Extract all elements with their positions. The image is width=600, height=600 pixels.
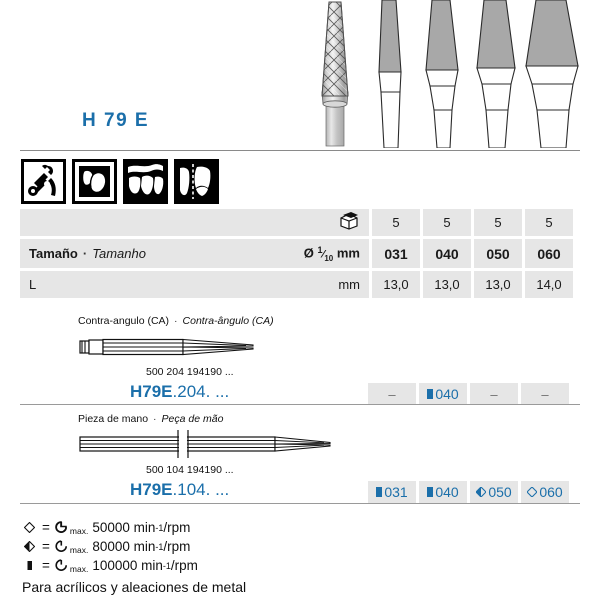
open-diamond-icon [22, 522, 37, 533]
size-value: 050 [474, 239, 522, 268]
bur-outline-3 [477, 0, 515, 148]
tooth-midline-icon [174, 159, 219, 204]
handpiece-caption: Pieza de mano · Peça de mão [78, 413, 224, 425]
box-icon [338, 212, 360, 233]
size-cell [521, 481, 569, 503]
handpiece-caption-pt: Peça de mão [161, 413, 224, 425]
size-cell-label: 031 [384, 484, 408, 500]
legend-unit: min [133, 539, 156, 554]
legend-speed-value: 100000 [92, 558, 138, 573]
size-cell [368, 481, 416, 503]
size-unit [304, 245, 360, 263]
size-label-cell [20, 239, 369, 268]
fraction-denominator: 10 [324, 253, 334, 263]
contra-angle-size-cells [368, 383, 572, 405]
size-cell-label: – [490, 386, 498, 402]
size-unit-mm: mm [336, 244, 360, 260]
bur-detailed [316, 0, 352, 146]
rotation-icon [55, 559, 68, 572]
contra-angle-order-code [130, 382, 229, 402]
contra-angle-caption: Contra-angulo (CA) · Contra-ângulo (CA) [78, 315, 274, 327]
contra-angle-order-suffix: .204. ... [172, 382, 230, 401]
contra-angle-order-prefix: H79E [130, 382, 173, 401]
legend-exponent: -1 [155, 541, 164, 552]
divider-contra-angle [20, 404, 580, 405]
legend-row [22, 518, 246, 537]
size-cell [419, 383, 467, 405]
size-cell-label: 060 [539, 484, 563, 500]
contra-angle-caption-pt: Contra-ângulo (CA) [182, 315, 274, 327]
open-diamond-marker-icon [527, 487, 537, 497]
length-value: 14,0 [525, 271, 573, 298]
table-row-size [20, 239, 580, 268]
table-row-length [20, 271, 580, 298]
filled-square-marker-icon [376, 487, 382, 497]
legend-row [22, 537, 246, 556]
size-label-pt: Tamanho [92, 246, 146, 261]
length-unit: mm [338, 277, 360, 292]
legend-exponent: -1 [155, 522, 164, 533]
length-label-text: L [29, 277, 37, 292]
filled-square-marker-icon [427, 487, 433, 497]
bur-outline-2 [426, 0, 458, 148]
size-cell [521, 383, 569, 405]
equals-sign: = [42, 539, 50, 554]
quantity-value: 5 [423, 209, 471, 236]
equals-sign: = [42, 558, 50, 573]
size-cell-label: – [388, 386, 396, 402]
legend-max-label: max. [69, 526, 89, 536]
quantity-value: 5 [474, 209, 522, 236]
handpiece-order-prefix: H79E [130, 480, 173, 499]
pictogram-row [21, 159, 219, 204]
legend-max-label: max. [69, 545, 89, 555]
size-cell-label: – [541, 386, 549, 402]
size-cell [419, 481, 467, 503]
legend-row [22, 556, 246, 575]
handpiece-tool-icon [21, 159, 66, 204]
equals-sign: = [42, 520, 50, 535]
handpiece-block [0, 408, 600, 503]
handpiece-order-suffix: .104. ... [172, 480, 230, 499]
legend-max-label: max. [69, 564, 89, 574]
legend-unit: min [141, 558, 163, 573]
bur-outline-1 [379, 0, 401, 148]
filled-square-icon [22, 560, 37, 571]
size-label-text: Tamaño · Tamanho [29, 246, 146, 261]
size-value: 040 [423, 239, 471, 268]
divider-handpiece [20, 503, 580, 504]
quantity-value: 5 [372, 209, 420, 236]
half-diamond-marker-icon [476, 487, 486, 497]
handpiece-size-cells [368, 481, 572, 503]
teeth-gingiva-icon [123, 159, 168, 204]
divider-top [20, 150, 580, 151]
fraction-numerator: 1 [317, 244, 323, 255]
size-value: 060 [525, 239, 573, 268]
length-value: 13,0 [474, 271, 522, 298]
size-value: 031 [372, 239, 420, 268]
filled-square-marker-icon [427, 389, 433, 399]
size-cell [470, 481, 518, 503]
handpiece-shank-drawing [78, 428, 338, 465]
contra-angle-iso-code: 500 204 194190 ... [146, 366, 234, 378]
handpiece-caption-es: Pieza de mano [78, 413, 149, 425]
legend-unit-suffix: /rpm [163, 520, 191, 535]
table-row-quantity [20, 209, 580, 236]
quantity-value: 5 [525, 209, 573, 236]
legend-speed-value: 80000 [92, 539, 130, 554]
quantity-label-cell [20, 209, 369, 236]
size-cell-label: 040 [435, 484, 459, 500]
length-label-cell [20, 271, 369, 298]
contra-angle-block [0, 310, 600, 405]
crown-preparation-icon [72, 159, 117, 204]
legend-speed-value: 50000 [92, 520, 130, 535]
handpiece-iso-code: 500 104 194190 ... [146, 464, 234, 476]
size-cell-label: 050 [488, 484, 512, 500]
legend-unit-suffix: /rpm [170, 558, 198, 573]
bur-outline-4 [526, 0, 578, 148]
legend-unit-suffix: /rpm [163, 539, 191, 554]
page-title: H 79 E [82, 110, 150, 131]
size-cell [470, 383, 518, 405]
material-note: Para acrílicos y aleaciones de metal [22, 579, 247, 595]
legend-exponent: -1 [162, 560, 171, 571]
diameter-symbol: Ø [303, 244, 314, 260]
legend-unit: min [133, 520, 156, 535]
rotation-icon [55, 521, 68, 534]
specification-table [20, 209, 580, 301]
rotation-icon [55, 540, 68, 553]
contra-angle-shank-drawing [78, 332, 293, 367]
length-value: 13,0 [372, 271, 420, 298]
speed-legend [22, 518, 246, 595]
size-cell-label: 040 [435, 386, 459, 402]
size-cell [368, 383, 416, 405]
fraction-one-tenth: $^1⁄_{10}$ [317, 244, 334, 263]
contra-angle-caption-es: Contra-angulo (CA) [78, 315, 170, 327]
size-label-es: Tamaño [29, 246, 78, 261]
length-value: 13,0 [423, 271, 471, 298]
half-diamond-icon [22, 541, 37, 552]
handpiece-order-code [130, 480, 229, 500]
